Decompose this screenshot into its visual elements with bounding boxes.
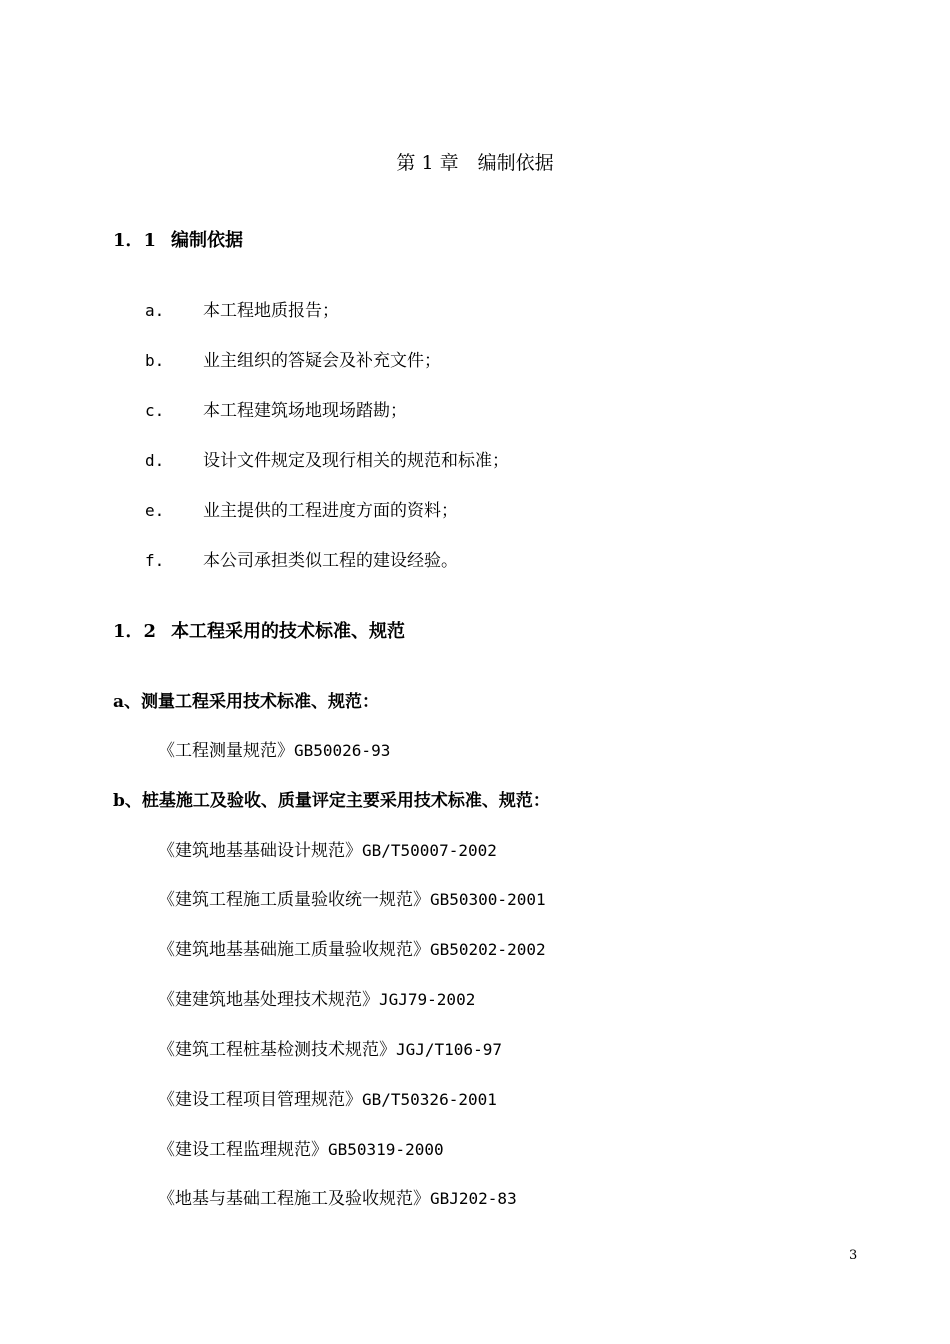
subheading-b: b、桩基施工及验收、质量评定主要采用技术标准、规范： <box>113 791 550 811</box>
standard-name: 《建设工程监理规范》 <box>158 1140 328 1160</box>
page-number: 3 <box>849 1248 858 1263</box>
list-item <box>145 303 339 320</box>
list-marker: f. <box>145 551 165 570</box>
standard-name: 《建设工程项目管理规范》 <box>158 1090 362 1110</box>
section-heading-1-2 <box>113 623 405 641</box>
standard-code: GB50319-2000 <box>328 1140 444 1159</box>
list-marker: b. <box>145 351 165 370</box>
list-marker: d. <box>145 451 165 470</box>
standard-item <box>158 743 390 760</box>
standard-code: GB50026-93 <box>294 741 391 760</box>
list-item-text: 业主组织的答疑会及补充文件； <box>203 351 441 371</box>
standard-code: GB/T50007-2002 <box>362 841 497 860</box>
standard-item <box>158 942 546 959</box>
standard-code: GB50202-2002 <box>430 940 546 959</box>
section-title: 本工程采用的技术标准、规范 <box>171 621 405 642</box>
list-item-text: 本公司承担类似工程的建设经验。 <box>203 551 458 571</box>
standard-item <box>158 1092 497 1109</box>
standard-code: JGJ/T106-97 <box>396 1040 502 1059</box>
list-item <box>145 453 509 470</box>
standard-item <box>158 843 497 860</box>
section-title: 编制依据 <box>171 230 243 251</box>
chapter-title: 第 1 章 编制依据 <box>396 152 554 174</box>
standard-item <box>158 1042 502 1059</box>
standard-name: 《建建筑地基处理技术规范》 <box>158 990 379 1010</box>
list-item <box>145 403 407 420</box>
standard-name: 《建筑地基基础施工质量验收规范》 <box>158 940 430 960</box>
list-marker: a. <box>145 301 165 320</box>
standard-code: JGJ79-2002 <box>379 990 476 1009</box>
list-marker: e. <box>145 501 165 520</box>
standard-name: 《建筑工程施工质量验收统一规范》 <box>158 890 430 910</box>
section-number: 1．1 <box>113 230 157 251</box>
standard-code: GBJ202-83 <box>430 1189 517 1208</box>
list-item <box>145 503 458 520</box>
list-item <box>145 353 441 370</box>
standard-name: 《地基与基础工程施工及验收规范》 <box>158 1189 430 1209</box>
list-item-text: 业主提供的工程进度方面的资料； <box>203 501 458 521</box>
standard-item <box>158 1142 444 1159</box>
standard-name: 《建筑工程桩基检测技术规范》 <box>158 1040 396 1060</box>
standard-item <box>158 992 475 1009</box>
standard-item <box>158 892 546 909</box>
list-item-text: 本工程地质报告； <box>203 301 339 321</box>
standard-name: 《工程测量规范》 <box>158 741 294 761</box>
subheading-a: a、测量工程采用技术标准、规范： <box>113 692 380 712</box>
section-number: 1．2 <box>113 621 157 642</box>
standard-item <box>158 1191 517 1208</box>
section-heading-1-1 <box>113 232 243 250</box>
list-item-text: 本工程建筑场地现场踏勘； <box>203 401 407 421</box>
standard-code: GB/T50326-2001 <box>362 1090 497 1109</box>
list-item <box>145 553 458 570</box>
standard-name: 《建筑地基基础设计规范》 <box>158 841 362 861</box>
list-item-text: 设计文件规定及现行相关的规范和标准； <box>203 451 509 471</box>
list-marker: c. <box>145 401 165 420</box>
standard-code: GB50300-2001 <box>430 890 546 909</box>
